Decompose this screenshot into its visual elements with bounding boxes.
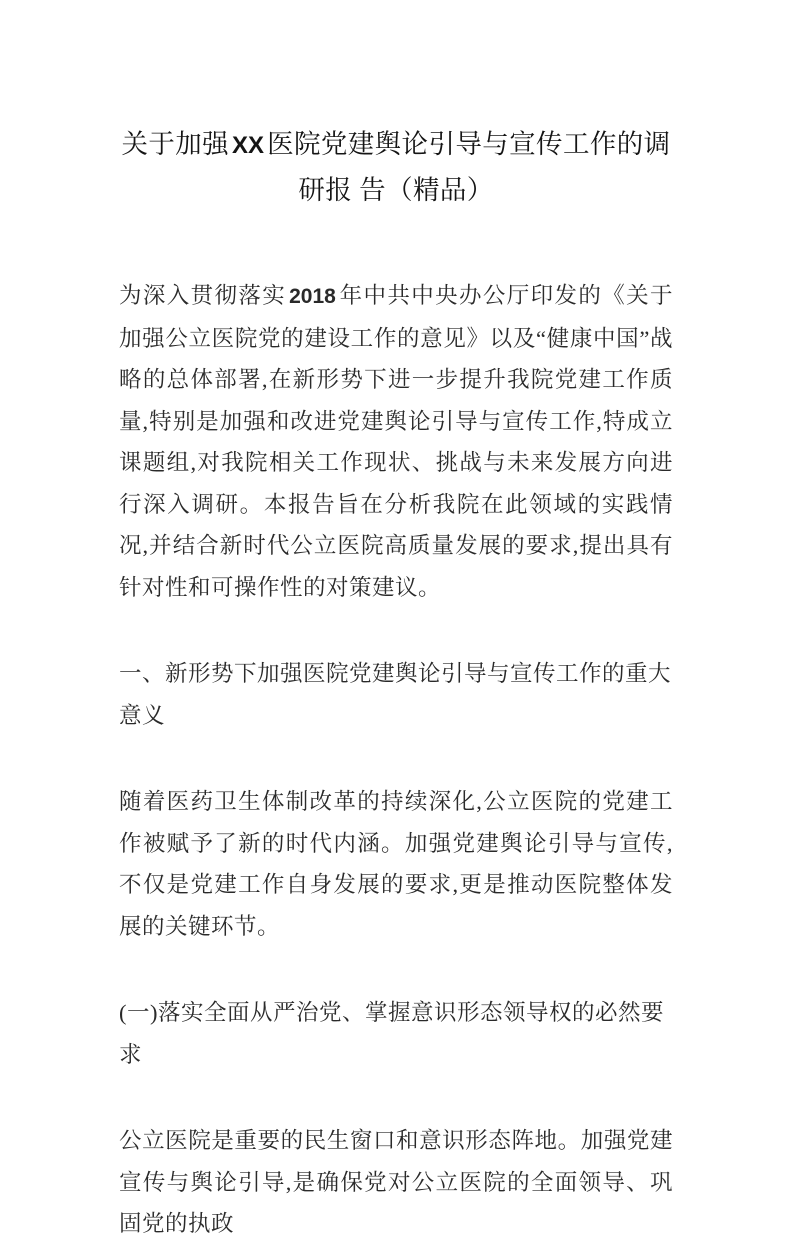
section-1-paragraph: 随着医药卫生体制改革的持续深化,公立医院的党建工作被赋予了新的时代内涵。加强党建舆论引导与宣传,不仅是党建工作自身发展的要求,更是推动医院整体发展的关键环节。 <box>119 789 673 939</box>
spacer-after-title <box>119 213 673 275</box>
intro-paragraph <box>119 275 673 608</box>
intro-paragraph-text-b: 年中共中央办公厅印发的《关于加强公立医院党的建设工作的意见》以及“健康中国”战略的总体部署,在新形势下进一步提升我院党建工作质量,特别是加强和改进党建舆论引导与宣传工作,特成立课题组,对我院相关工作现状、挑战与未来发展方向进行深入调研。本报告旨在分析我院在此领域的实践情况,并结合新时代公立医院高质量发展的要求,提出具有针对性和可操作性的对策建议。 <box>119 283 673 600</box>
intro-paragraph-year: 2018 <box>289 285 336 308</box>
document-content <box>119 0 673 1245</box>
page-title <box>119 0 673 213</box>
spacer-after-subsection-1-1 <box>119 1075 673 1120</box>
page-title-text-b: 医院党建舆论引导与宣传工作的调研报 <box>267 129 671 205</box>
page-title-text-a: 关于加强 <box>121 129 230 159</box>
spacer-before-subsection-1-1 <box>119 947 673 992</box>
spacer-before-section-1 <box>119 608 673 653</box>
page-title-line-2: 告（精品） <box>359 175 494 205</box>
intro-paragraph-text-a: 为深入贯彻落实 <box>119 283 287 308</box>
spacer-after-section-1 <box>119 736 673 781</box>
section-heading-1: 一、新形势下加强医院党建舆论引导与宣传工作的重大意义 <box>119 661 672 728</box>
subsection-heading-1-1: (一)落实全面从严治党、掌握意识形态领导权的必然要求 <box>119 1000 664 1067</box>
page-title-org-code: XX <box>232 132 265 159</box>
subsection-1-1-paragraph: 公立医院是重要的民生窗口和意识形态阵地。加强党建宣传与舆论引导,是确保党对公立医院的全面领导、巩固党的执政 <box>119 1128 673 1236</box>
